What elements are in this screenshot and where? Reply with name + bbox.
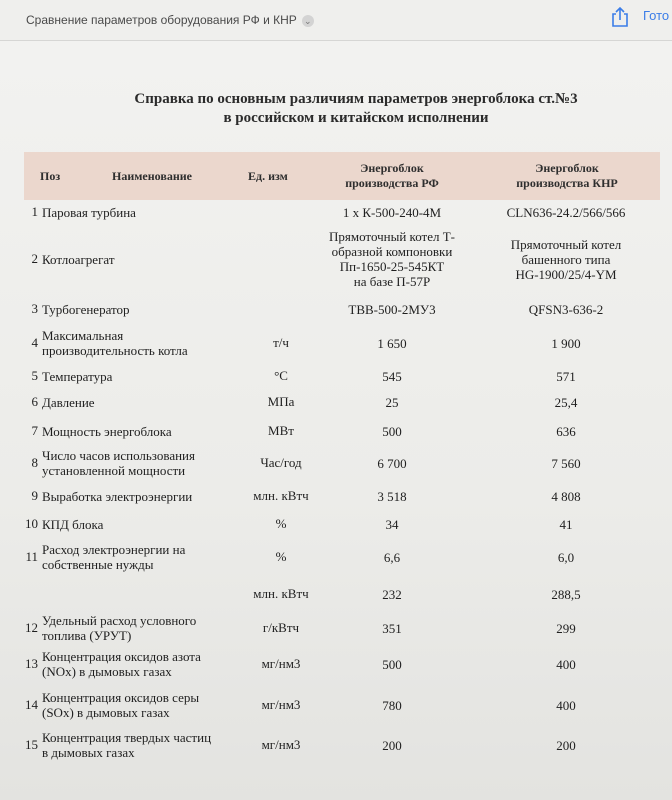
row-name: Давление xyxy=(42,394,95,410)
row-name: Котлоагрегат xyxy=(42,251,115,267)
row-name: Расход электроэнергии на xyxy=(42,542,186,557)
row-name: Концентрация твердых частиц xyxy=(42,730,212,745)
header-pos: Поз xyxy=(40,169,61,183)
row-pos: 9 xyxy=(31,488,38,503)
row-value-cn: 571 xyxy=(556,368,576,384)
row-name: Концентрация оксидов серы xyxy=(42,690,200,705)
row-unit: млн. кВтч xyxy=(253,488,309,503)
row-value-rf: 6,6 xyxy=(383,549,401,565)
row-unit: % xyxy=(275,516,287,531)
row-pos: 12 xyxy=(25,620,38,635)
row-pos: 13 xyxy=(25,656,38,671)
row-value-cn: 41 xyxy=(559,516,573,532)
row-unit: г/кВтч xyxy=(262,620,300,635)
document-heading xyxy=(96,90,616,128)
row-pos: 4 xyxy=(31,335,38,350)
row-unit: Час/год xyxy=(260,455,302,470)
row-value-rf: Прямоточный котел Т- xyxy=(329,229,455,244)
row-name: КПД блока xyxy=(42,516,104,532)
row-name: Мощность энергоблока xyxy=(42,423,172,439)
row-name: Выработка электроэнергии xyxy=(42,488,193,504)
header-cn-line2: производства КНР xyxy=(516,176,618,190)
row-name: Число часов использования xyxy=(42,448,195,463)
row-value-cn: 400 xyxy=(556,656,576,672)
row-pos: 6 xyxy=(31,394,38,409)
row-pos: 11 xyxy=(25,549,38,564)
row-name: установленной мощности xyxy=(42,463,186,478)
row-value-cn: 4 808 xyxy=(551,488,581,504)
row-value-rf: на базе П-57Р xyxy=(353,274,431,289)
row-value-cn: QFSN3-636-2 xyxy=(528,301,604,317)
row-value-cn: 200 xyxy=(556,737,576,753)
header-rf-line2: производства РФ xyxy=(345,176,439,190)
header-cn-line1: Энергоблок xyxy=(535,161,599,175)
row-pos: 2 xyxy=(31,251,38,266)
row-value-cn: 6,0 xyxy=(557,549,575,565)
heading-line-1: Справка по основным различиям параметров энергоблока ст.№3 xyxy=(134,91,578,107)
row-name: Температура xyxy=(42,368,113,384)
row-name: (NOx) в дымовых газах xyxy=(42,664,172,679)
row-name: собственные нужды xyxy=(42,557,154,572)
row-value-cn: башенного типа xyxy=(521,251,611,267)
row-value-rf: образной компоновки xyxy=(331,244,453,259)
row-pos: 1 xyxy=(31,204,38,219)
header-name: Наименование xyxy=(112,169,192,183)
row-pos: 5 xyxy=(31,368,38,383)
row-unit: % xyxy=(275,549,287,564)
chevron-down-icon[interactable]: ⌄ xyxy=(302,15,314,27)
row-unit: мг/нм3 xyxy=(261,737,301,752)
row-value-cn: Прямоточный котел xyxy=(510,236,622,252)
header-rf-line1: Энергоблок xyxy=(360,161,424,175)
row-unit: мг/нм3 xyxy=(261,697,301,712)
row-unit: мг/нм3 xyxy=(261,656,301,671)
row-value-cn: 636 xyxy=(556,423,576,439)
row-value-rf: 500 xyxy=(382,423,402,439)
row-name: Паровая турбина xyxy=(42,204,136,220)
row-name: Максимальная xyxy=(42,328,124,343)
row-unit: млн. кВтч xyxy=(253,586,309,601)
row-value-rf: 34 xyxy=(385,516,399,532)
row-pos: 7 xyxy=(31,423,38,438)
row-value-rf: 545 xyxy=(382,368,402,384)
row-pos: 10 xyxy=(25,516,38,531)
header-unit: Ед. изм xyxy=(248,169,288,183)
row-name: топлива (УРУТ) xyxy=(42,628,132,643)
row-value-cn: HG-1900/25/4-YM xyxy=(515,266,617,282)
header-cn xyxy=(516,161,618,191)
row-name: в дымовых газах xyxy=(42,745,135,760)
row-value-rf: 500 xyxy=(382,656,402,672)
row-value-rf: 3 518 xyxy=(377,488,407,504)
row-value-cn: 400 xyxy=(556,697,576,713)
row-value-cn: CLN636-24.2/566/566 xyxy=(506,204,626,220)
row-unit: МВт xyxy=(268,423,294,438)
row-value-cn: 1 900 xyxy=(551,335,581,351)
row-name: производительность котла xyxy=(42,343,188,358)
row-pos: 14 xyxy=(25,697,38,712)
row-name: Концентрация оксидов азота xyxy=(42,649,201,664)
row-unit: т/ч xyxy=(273,335,289,350)
document-title-bar[interactable] xyxy=(26,13,314,27)
row-value-cn: 25,4 xyxy=(554,394,578,410)
row-value-rf: 780 xyxy=(382,697,402,713)
done-button[interactable]: Гото xyxy=(643,8,670,23)
share-icon[interactable] xyxy=(610,6,630,28)
row-value-rf: 25 xyxy=(385,394,399,410)
row-name: (SOx) в дымовых газах xyxy=(42,705,170,720)
app-header xyxy=(0,0,672,41)
row-value-cn: 299 xyxy=(556,620,576,636)
row-value-rf: 200 xyxy=(382,737,402,753)
row-value-cn: 7 560 xyxy=(551,455,581,471)
row-value-cn: 288,5 xyxy=(551,586,581,602)
document-name: Сравнение параметров оборудования РФ и КНР xyxy=(26,13,297,27)
row-value-rf: 1 х К-500-240-4М xyxy=(342,204,442,220)
row-value-rf: 232 xyxy=(382,586,402,602)
row-name: Удельный расход условного xyxy=(42,613,197,628)
row-value-rf: 351 xyxy=(382,620,402,636)
row-pos: 3 xyxy=(31,301,38,316)
row-value-rf: 6 700 xyxy=(377,455,407,471)
row-unit: МПа xyxy=(267,394,295,409)
row-unit: °С xyxy=(274,368,288,383)
heading-line-2: в российском и китайском исполнении xyxy=(223,110,489,126)
row-value-rf: ТВВ-500-2МУ3 xyxy=(348,301,436,317)
row-value-rf: 1 650 xyxy=(377,335,407,351)
row-name: Турбогенератор xyxy=(42,301,130,317)
row-pos: 15 xyxy=(25,737,38,752)
row-value-rf: Пп-1650-25-545КТ xyxy=(339,259,445,274)
row-pos: 8 xyxy=(31,455,38,470)
header-rf xyxy=(345,161,439,191)
